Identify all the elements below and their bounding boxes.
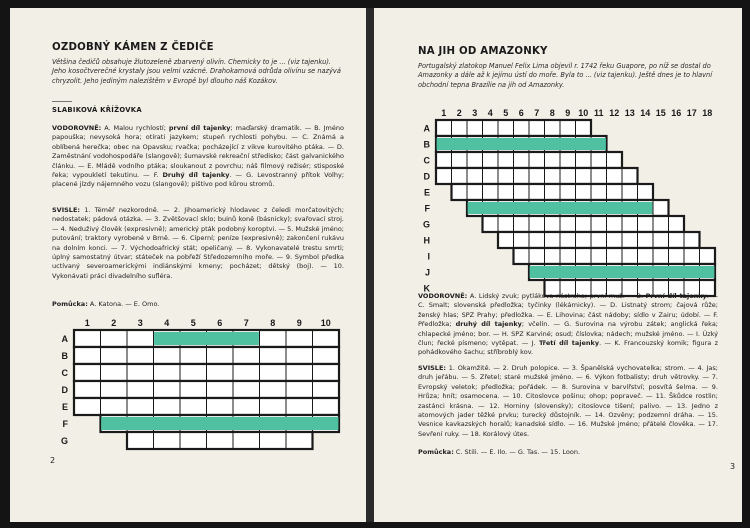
grid-cell bbox=[576, 216, 592, 232]
grid-cell bbox=[591, 216, 607, 232]
grid-cell bbox=[260, 364, 287, 381]
grid-cell bbox=[560, 152, 576, 168]
grid-cell bbox=[74, 381, 101, 398]
row-letter: E bbox=[61, 402, 68, 412]
column-number: 9 bbox=[565, 108, 571, 118]
grid-cell bbox=[591, 232, 607, 248]
across-clue-text: A. Malou rychlostí; bbox=[104, 124, 166, 132]
grid-cell bbox=[576, 168, 592, 184]
down-clue-text: 1. Téměř nezkorodně. — 2. Jihoamerický hlodavec z čeledi morčatovitých; nedostatek; pádová otázka. — 3. Zvětšovací sklo; buinů koně (básnicky); svařovací stroj. — 4. Neduživý člověk (expresivně); americký pták podobný koroptvi. — 5. Mužské jméno; putování; traktory vyrobené v Brně. — 6. Cíperní; peníze (expresivně); zakončení rukávu na dolním konci. — 7. Východoafrický stát; opeličaný. — 8. Vykonavatelé trestu smrti; úplný samostatný útvar; státeček na pobřeží Středozemního moře. — 9. Symbol předka uctívaný severoamerickými indiánskými kmeny; pocházet; dětský (boj). — 10. Vykonávati práci divadelního sufléra. bbox=[52, 206, 344, 280]
grid-cell bbox=[127, 381, 154, 398]
book-gutter bbox=[366, 8, 374, 522]
help-heading: Pomůcka: bbox=[52, 300, 88, 308]
grid-cell bbox=[313, 398, 340, 415]
row-letter: J bbox=[424, 267, 430, 278]
column-number: 4 bbox=[164, 318, 170, 328]
grid-cell bbox=[101, 398, 128, 415]
across-heading: VODOROVNĚ: bbox=[52, 124, 102, 132]
across-clue-text: ; maďarský dramatik. — B. Jméno papouška; nevysoká hora; otírati jazykem; stupeň rychlosti pohybu. — C. Známá a oblíbená herečka; obec na Opavsku; rvačka; pocházející z vikve kurovitého ptáka. — D. Zaměstnání vodohospodáře (slangově); šumavské rekreační středisko; část galvanického článku. — E. Mládě vodního ptáka; sloukanout z povrchu; náš filmový režisér; stisposké řeka; vypoukletí tekutinu. — bbox=[52, 124, 344, 180]
column-number: 5 bbox=[503, 108, 509, 118]
grid-cell bbox=[154, 432, 181, 449]
column-number: 6 bbox=[518, 108, 524, 118]
grid-cell bbox=[207, 381, 234, 398]
column-number: 14 bbox=[640, 108, 651, 118]
right-across-clues bbox=[418, 292, 718, 358]
grid-cell bbox=[576, 120, 592, 136]
right-title: NA JIH OD AMAZONKY bbox=[418, 46, 548, 57]
row-letter: A bbox=[61, 334, 68, 344]
row-letter: B bbox=[423, 139, 430, 150]
grid-cell bbox=[498, 184, 514, 200]
row-letter: G bbox=[60, 436, 68, 446]
grid-cell bbox=[452, 184, 468, 200]
grid-cell bbox=[529, 248, 545, 264]
grid-cell bbox=[653, 248, 669, 264]
grid-cell bbox=[452, 168, 468, 184]
help-text: C. Stili. — E. Ilo. — G. Tas. — 15. Loon. bbox=[455, 448, 581, 456]
left-intro: Většina čedičů obsahuje žlutozeleně zbarvený olivín. Chemicky to je ... (viz tajenku). Jeho kosočtverečné krystaly jsou velmi vzácné. Drahokamová odrůda olivínu se nazývá chryzolit. Jeho jediným nalezištěm v Evropě byl dlouho náš Kozákov. bbox=[52, 58, 341, 85]
column-number: 5 bbox=[190, 318, 196, 328]
secret-part-3: Třetí díl tajenky bbox=[538, 339, 600, 348]
secret-part-2: Druhý díl tajenky bbox=[162, 171, 230, 180]
grid-cell bbox=[529, 120, 545, 136]
column-number: 3 bbox=[472, 108, 478, 118]
grid-cell bbox=[560, 184, 576, 200]
column-number: 13 bbox=[624, 108, 635, 118]
right-down-clues bbox=[418, 364, 718, 439]
right-page bbox=[374, 8, 742, 522]
grid-cell bbox=[286, 330, 313, 347]
grid-cell bbox=[313, 330, 340, 347]
grid-cell bbox=[514, 248, 530, 264]
row-letter: K bbox=[423, 283, 430, 294]
grid-cell bbox=[576, 152, 592, 168]
grid-cell bbox=[622, 248, 638, 264]
grid-cell bbox=[127, 432, 154, 449]
grid-cell bbox=[180, 347, 207, 364]
grid-cell bbox=[74, 347, 101, 364]
grid-cell bbox=[514, 184, 530, 200]
page-number: 3 bbox=[730, 462, 736, 471]
grid-cell bbox=[207, 347, 234, 364]
grid-cell bbox=[638, 248, 654, 264]
grid-cell bbox=[467, 120, 483, 136]
grid-cell bbox=[286, 364, 313, 381]
grid-cell bbox=[622, 232, 638, 248]
grid-cell bbox=[286, 398, 313, 415]
grid-cell bbox=[669, 232, 685, 248]
grid-cell bbox=[233, 398, 260, 415]
grid-cell bbox=[498, 120, 514, 136]
grid-cell bbox=[260, 347, 287, 364]
help-text: A. Katona. — E. Omo. bbox=[89, 300, 160, 308]
grid-cell bbox=[452, 120, 468, 136]
grid-cell bbox=[607, 152, 623, 168]
solution-band bbox=[468, 202, 653, 214]
column-number: 10 bbox=[320, 318, 331, 328]
grid-cell bbox=[127, 330, 154, 347]
grid-cell bbox=[127, 364, 154, 381]
row-letter: C bbox=[61, 368, 68, 378]
across-heading: VODOROVNĚ: bbox=[418, 292, 468, 300]
grid-cell bbox=[74, 330, 101, 347]
row-letter: F bbox=[424, 203, 430, 214]
grid-cell bbox=[436, 152, 452, 168]
grid-cell bbox=[286, 381, 313, 398]
grid-cell bbox=[545, 232, 561, 248]
grid-cell bbox=[436, 120, 452, 136]
column-number: 7 bbox=[534, 108, 540, 118]
grid-cell bbox=[154, 381, 181, 398]
grid-cell bbox=[607, 216, 623, 232]
grid-cell bbox=[467, 152, 483, 168]
grid-cell bbox=[545, 184, 561, 200]
across-clue-text: ; včelín. — G. Surovina na výrobu zátek; anglická řeka; chlapecké jméno; bor. — H. SPZ Karviné; osud; číslovka; nádech; mužské jméno. — I. Úzký člun; řecké písmeno; vytěpat. — bbox=[418, 320, 718, 348]
grid-cell bbox=[638, 216, 654, 232]
grid-cell bbox=[498, 152, 514, 168]
across-clue-text: A. Lidský zvuk; pytlákova nástraha; první muž. — bbox=[469, 292, 634, 300]
right-crossword-grid bbox=[374, 8, 742, 522]
row-letter: A bbox=[423, 123, 430, 134]
right-intro: Portugalský zlatokop Manuel Felix Lima objevil r. 1742 řeku Guapore, po níž se dostal do Amazonky a dále až k jejímu ústí do moře. Byla to ... (viz tajenku). Ještě dnes je to hlavní obchodní tepna Brazílie na jih od Amazonky. bbox=[418, 62, 713, 89]
row-letter: H bbox=[423, 235, 430, 246]
grid-cell bbox=[260, 398, 287, 415]
grid-cell bbox=[560, 232, 576, 248]
row-letter: D bbox=[61, 385, 68, 395]
grid-cell bbox=[529, 232, 545, 248]
column-number: 1 bbox=[84, 318, 90, 328]
across-clue-text: F. bbox=[153, 171, 159, 180]
grid-cell bbox=[498, 216, 514, 232]
solution-band bbox=[437, 138, 606, 150]
across-clue-text: J. bbox=[531, 339, 536, 348]
left-title: OZDOBNÝ KÁMEN Z ČEDIČE bbox=[52, 42, 214, 53]
solution-band bbox=[530, 266, 715, 278]
grid-cell bbox=[576, 184, 592, 200]
grid-cell bbox=[638, 184, 654, 200]
grid-cell bbox=[180, 398, 207, 415]
across-clue-text: B. bbox=[636, 292, 644, 300]
grid-cell bbox=[180, 381, 207, 398]
solution-band bbox=[154, 332, 259, 345]
grid-cell bbox=[545, 168, 561, 184]
grid-cell bbox=[313, 347, 340, 364]
grid-cell bbox=[560, 248, 576, 264]
grid-cell bbox=[607, 168, 623, 184]
column-number: 7 bbox=[243, 318, 249, 328]
grid-cell bbox=[514, 168, 530, 184]
row-letter: D bbox=[423, 171, 430, 182]
grid-cell bbox=[653, 232, 669, 248]
grid-cell bbox=[638, 232, 654, 248]
grid-cell bbox=[591, 184, 607, 200]
grid-cell bbox=[483, 120, 499, 136]
column-number: 12 bbox=[609, 108, 620, 118]
grid-cell bbox=[684, 232, 700, 248]
grid-cell bbox=[653, 200, 669, 216]
row-letter: I bbox=[427, 251, 430, 262]
column-number: 15 bbox=[655, 108, 666, 118]
column-number: 1 bbox=[441, 108, 447, 118]
grid-cell bbox=[529, 152, 545, 168]
grid-cell bbox=[529, 184, 545, 200]
grid-cell bbox=[591, 168, 607, 184]
grid-cell bbox=[154, 398, 181, 415]
right-help bbox=[418, 448, 718, 457]
grid-cell bbox=[545, 248, 561, 264]
grid-cell bbox=[483, 152, 499, 168]
grid-cell bbox=[498, 168, 514, 184]
grid-cell bbox=[622, 168, 638, 184]
across-clue-text: . — G. Levostranný přítok Volhy; placené jízdy nájemného vozu (slangově); pištivo pod kůrou stromů. bbox=[52, 171, 345, 189]
grid-cell bbox=[669, 248, 685, 264]
grid-cell bbox=[74, 398, 101, 415]
help-heading: Pomůcka: bbox=[418, 448, 454, 456]
down-heading: SVISLE: bbox=[418, 364, 446, 372]
column-number: 6 bbox=[217, 318, 223, 328]
grid-cell bbox=[154, 364, 181, 381]
grid-cell bbox=[545, 120, 561, 136]
secret-part-1: první díl tajenky bbox=[168, 124, 231, 132]
grid-cell bbox=[452, 152, 468, 168]
row-letter: C bbox=[423, 155, 430, 166]
solution-band bbox=[101, 417, 338, 430]
grid-cell bbox=[529, 168, 545, 184]
grid-cell bbox=[233, 364, 260, 381]
secret-part-2: druhý díl tajenky bbox=[455, 320, 522, 329]
grid-cell bbox=[233, 381, 260, 398]
grid-cell bbox=[514, 232, 530, 248]
grid-cell bbox=[127, 347, 154, 364]
grid-cell bbox=[700, 248, 716, 264]
grid-cell bbox=[154, 347, 181, 364]
grid-cell bbox=[669, 216, 685, 232]
grid-cell bbox=[607, 248, 623, 264]
grid-cell bbox=[514, 216, 530, 232]
column-number: 2 bbox=[456, 108, 462, 118]
grid-cell bbox=[467, 184, 483, 200]
grid-cell bbox=[545, 152, 561, 168]
column-number: 8 bbox=[270, 318, 276, 328]
grid-cell bbox=[514, 152, 530, 168]
grid-cell bbox=[207, 398, 234, 415]
grid-cell bbox=[101, 381, 128, 398]
left-crossword-grid bbox=[10, 8, 366, 522]
grid-cell bbox=[607, 184, 623, 200]
grid-cell bbox=[260, 432, 287, 449]
grid-cell bbox=[180, 432, 207, 449]
grid-cell bbox=[653, 216, 669, 232]
grid-cell bbox=[684, 248, 700, 264]
column-number: 4 bbox=[487, 108, 493, 118]
left-subtitle: SLABIKOVÁ KŘÍŽOVKA bbox=[52, 106, 142, 114]
grid-cell bbox=[607, 232, 623, 248]
column-number: 18 bbox=[702, 108, 713, 118]
column-number: 16 bbox=[671, 108, 682, 118]
grid-cell bbox=[101, 347, 128, 364]
grid-cell bbox=[576, 232, 592, 248]
column-number: 10 bbox=[578, 108, 589, 118]
grid-cell bbox=[207, 432, 234, 449]
secret-part-1: První díl tajenky bbox=[645, 292, 707, 300]
down-heading: SVISLE: bbox=[52, 206, 80, 214]
column-number: 8 bbox=[549, 108, 555, 118]
grid-cell bbox=[286, 432, 313, 449]
grid-cell bbox=[313, 364, 340, 381]
grid-cell bbox=[560, 216, 576, 232]
across-clue-text: . — C. Smalt; slovenská předložka; tyčinky (lékárnicky). — D. Listnatý strom; čajová růže; ženský hlas; SPZ Prahy; předložka. — E. Lihovina; část nádoby; sídlo v Zairu; údobí. — F. Předložka; bbox=[418, 292, 718, 329]
across-clue-text: . — K. Francouzský komik; figura z pohádkového šachu; stříbroblý kov. bbox=[418, 339, 718, 357]
grid-cell bbox=[467, 168, 483, 184]
left-page bbox=[10, 8, 366, 522]
grid-cell bbox=[101, 330, 128, 347]
grid-cell bbox=[514, 120, 530, 136]
grid-cell bbox=[529, 216, 545, 232]
column-number: 2 bbox=[111, 318, 117, 328]
grid-cell bbox=[483, 216, 499, 232]
grid-cell bbox=[591, 152, 607, 168]
column-number: 3 bbox=[137, 318, 143, 328]
row-letter: G bbox=[422, 219, 430, 230]
page-number: 2 bbox=[50, 456, 56, 465]
grid-cell bbox=[313, 381, 340, 398]
grid-cell bbox=[207, 364, 234, 381]
column-number: 9 bbox=[296, 318, 302, 328]
grid-cell bbox=[545, 216, 561, 232]
grid-cell bbox=[127, 398, 154, 415]
grid-cell bbox=[260, 381, 287, 398]
grid-cell bbox=[560, 168, 576, 184]
grid-cell bbox=[286, 347, 313, 364]
column-number: 17 bbox=[686, 108, 697, 118]
row-letter: E bbox=[423, 187, 430, 198]
grid-cell bbox=[498, 232, 514, 248]
grid-cell bbox=[260, 330, 287, 347]
grid-cell bbox=[560, 120, 576, 136]
column-number: 11 bbox=[593, 108, 604, 118]
row-letter: B bbox=[61, 351, 68, 361]
grid-cell bbox=[483, 168, 499, 184]
grid-cell bbox=[233, 432, 260, 449]
grid-cell bbox=[622, 184, 638, 200]
grid-cell bbox=[591, 248, 607, 264]
grid-cell bbox=[180, 364, 207, 381]
grid-cell bbox=[233, 347, 260, 364]
row-letter: F bbox=[62, 419, 68, 429]
grid-cell bbox=[436, 168, 452, 184]
grid-cell bbox=[101, 364, 128, 381]
down-clue-text: 1. Okamžitě. — 2. Druh polopice. — 3. Španělská vychovatelka; strom. — 4. Jas; druh jeřábu. — 5. Zřetel; staré mužské jméno. — 6. Výkon fotbalisty; druh větrovky. — 7. Evropský veletok; předložka; pořádek. — 8. Surovina v barvířství; posvítá šelma. — 9. Hrůza; hnít; osamocena. — 10. Citoslovce pošinu; ohop; popraveč. — 11. Škůdce rostlin; zastánci krásna. — 12. Horniny (slovensky); citoslovce tišení; palivo. — 13. Jedno z atomových jader těžké prvku; turecký důstojník. — 14. Ozvěny; podzemní dráha. — 15. Vesnice kavkazských horalů; kanadské sídlo. — 16. Mužské jméno; přátelé člověka. — 17. Sevření ruky. — 18. Korálový útes. bbox=[418, 364, 718, 438]
grid-cell bbox=[483, 184, 499, 200]
grid-cell bbox=[576, 248, 592, 264]
grid-cell bbox=[622, 216, 638, 232]
grid-cell bbox=[74, 364, 101, 381]
